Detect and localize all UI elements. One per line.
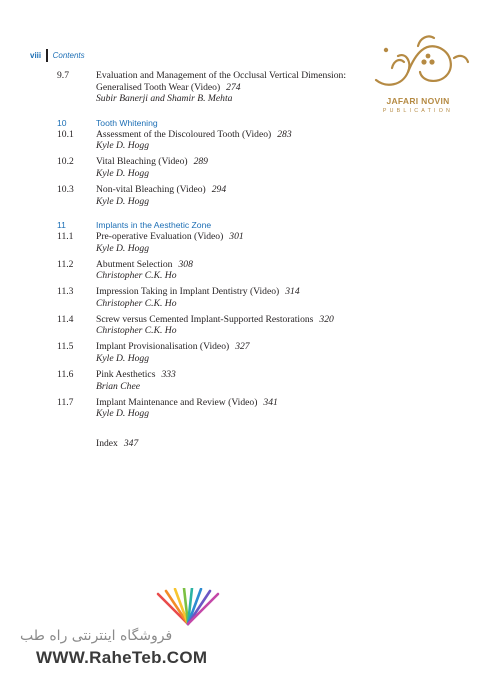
toc-entry bbox=[57, 397, 377, 420]
chapter-heading-11 bbox=[57, 219, 377, 231]
entry-page: 294 bbox=[211, 183, 227, 195]
toc-entry bbox=[57, 184, 377, 207]
chapter-heading-10 bbox=[57, 117, 377, 129]
entry-page: 327 bbox=[235, 341, 250, 353]
page-number: viii bbox=[30, 50, 42, 60]
entry-title bbox=[96, 231, 377, 243]
entry-number: 11.2 bbox=[57, 258, 74, 270]
entry-title bbox=[96, 341, 377, 353]
entry-title-line1: Evaluation and Management of the Occlusal Vertical Dimension: bbox=[96, 70, 346, 81]
entry-title-text: Implant Maintenance and Review (Video) bbox=[96, 396, 258, 408]
entry-body bbox=[96, 231, 377, 254]
open-book-icon bbox=[148, 588, 228, 626]
entry-author: Kyle D. Hogg bbox=[96, 408, 150, 420]
chapter-11-entries bbox=[57, 231, 377, 420]
entry-body bbox=[96, 369, 377, 392]
entry-author: Kyle D. Hogg bbox=[96, 167, 150, 179]
entry-title-text: Impression Taking in Implant Dentistry (Video) bbox=[96, 286, 280, 298]
chapter-10-entries bbox=[57, 129, 377, 207]
entry-title-text: Vital Bleaching (Video) bbox=[96, 156, 188, 168]
logo-name: JAFARI NOVIN bbox=[386, 96, 450, 106]
entry-body bbox=[96, 156, 377, 179]
entry-title bbox=[96, 369, 377, 381]
entry-number: 10.2 bbox=[57, 156, 74, 168]
entry-title-text: Pre-operative Evaluation (Video) bbox=[96, 231, 224, 243]
entry-page: 308 bbox=[178, 258, 193, 270]
table-of-contents bbox=[57, 70, 377, 449]
entry-author: Christopher C.K. Ho bbox=[96, 297, 177, 309]
entry-page: 283 bbox=[277, 128, 292, 140]
entry-number: 11.3 bbox=[57, 286, 74, 298]
entry-body bbox=[96, 341, 377, 364]
entry-author: Kyle D. Hogg bbox=[96, 242, 150, 254]
entry-title-text: Non-vital Bleaching (Video) bbox=[96, 183, 206, 195]
entry-author: Subir Banerji and Shamir B. Mehta bbox=[96, 93, 233, 105]
entry-title bbox=[96, 70, 377, 82]
entry-page: 274 bbox=[226, 81, 241, 93]
toc-entry bbox=[57, 369, 377, 392]
index-page: 347 bbox=[123, 437, 139, 449]
toc-entry-9-7 bbox=[57, 70, 377, 105]
entry-title bbox=[96, 156, 377, 168]
chapter-number: 11 bbox=[57, 220, 66, 231]
toc-entry bbox=[57, 259, 377, 282]
toc-entry bbox=[57, 129, 377, 152]
entry-title-text: Implant Provisionalisation (Video) bbox=[96, 341, 230, 353]
entry-page: 333 bbox=[161, 369, 176, 381]
entry-number: 11.1 bbox=[57, 231, 74, 243]
logo-subtitle: PUBLICATION bbox=[382, 108, 454, 114]
entry-number: 10.1 bbox=[57, 128, 74, 140]
chapter-number: 10 bbox=[57, 117, 67, 128]
entry-author: Kyle D. Hogg bbox=[96, 353, 150, 365]
toc-entry bbox=[57, 314, 377, 337]
entry-number: 11.7 bbox=[57, 396, 74, 408]
index-label: Index bbox=[96, 437, 118, 449]
entry-author: Kyle D. Hogg bbox=[96, 140, 150, 152]
entry-number: 11.5 bbox=[57, 341, 74, 353]
entry-page: 301 bbox=[229, 231, 244, 243]
entry-body bbox=[96, 184, 377, 207]
entry-title bbox=[96, 184, 377, 196]
entry-author: Christopher C.K. Ho bbox=[96, 325, 177, 337]
chapter-title: Implants in the Aesthetic Zone bbox=[96, 220, 212, 231]
entry-body bbox=[96, 129, 377, 152]
entry-title bbox=[96, 286, 377, 298]
entry-page: 341 bbox=[263, 396, 278, 408]
toc-entry bbox=[57, 286, 377, 309]
entry-title bbox=[96, 397, 377, 409]
entry-number: 9.7 bbox=[57, 70, 69, 81]
entry-title-cont bbox=[96, 82, 377, 94]
entry-author: Brian Chee bbox=[96, 380, 140, 392]
entry-body bbox=[96, 259, 377, 282]
calligraphy-crown-icon bbox=[362, 28, 474, 94]
entry-body bbox=[96, 286, 377, 309]
running-header bbox=[30, 48, 85, 62]
entry-title bbox=[96, 259, 377, 271]
entry-title-text: Pink Aesthetics bbox=[96, 369, 156, 381]
publisher-logo bbox=[362, 28, 474, 120]
toc-index-entry bbox=[96, 438, 377, 449]
entry-title-text: Assessment of the Discoloured Tooth (Video) bbox=[96, 128, 272, 140]
entry-number: 11.6 bbox=[57, 369, 74, 381]
entry-page: 289 bbox=[193, 156, 208, 168]
entry-author: Christopher C.K. Ho bbox=[96, 270, 177, 282]
entry-title-text: Abutment Selection bbox=[96, 258, 173, 270]
toc-entry bbox=[57, 231, 377, 254]
entry-body bbox=[96, 397, 377, 420]
entry-title-line2: Generalised Tooth Wear (Video) bbox=[96, 81, 221, 93]
watermark-url: WWW.RaheTeb.COM bbox=[36, 648, 208, 667]
entry-author: Kyle D. Hogg bbox=[96, 195, 150, 207]
watermark-persian-text: فروشگاه اینترنتی راه طب bbox=[20, 628, 173, 644]
entry-number: 11.4 bbox=[57, 313, 74, 325]
entry-page: 320 bbox=[319, 313, 334, 325]
entry-title-text: Screw versus Cemented Implant-Supported Restorations bbox=[96, 313, 314, 325]
entry-number: 10.3 bbox=[57, 183, 74, 195]
section-label: Contents bbox=[52, 50, 85, 60]
entry-body bbox=[96, 314, 377, 337]
toc-entry bbox=[57, 156, 377, 179]
header-divider bbox=[46, 49, 48, 62]
entry-title bbox=[96, 129, 377, 141]
toc-entry bbox=[57, 341, 377, 364]
entry-body bbox=[96, 70, 377, 105]
chapter-title: Tooth Whitening bbox=[96, 117, 158, 128]
entry-page: 314 bbox=[285, 286, 300, 298]
entry-title bbox=[96, 314, 377, 326]
